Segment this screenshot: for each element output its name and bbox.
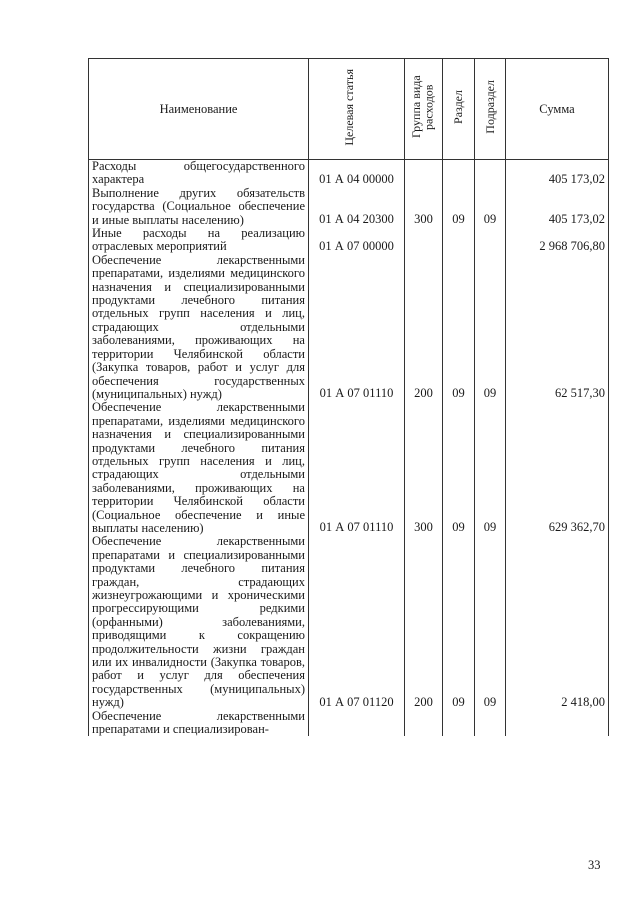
row-subsection: 09 [475, 254, 506, 401]
row-section: 09 [443, 254, 475, 401]
row-sum: 405 173,02 [506, 160, 609, 187]
row-code: 01 А 07 00000 [309, 227, 405, 254]
table-row [89, 227, 609, 254]
row-sum [506, 710, 609, 737]
row-subsection: 09 [475, 535, 506, 709]
row-sum: 2 968 706,80 [506, 227, 609, 254]
row-section: 09 [443, 535, 475, 709]
header-sum: Сумма [506, 59, 609, 160]
table-row [89, 187, 609, 227]
header-target-article: Целевая статья [309, 59, 405, 160]
row-group: 300 [405, 187, 443, 227]
row-group [405, 160, 443, 187]
row-sum: 2 418,00 [506, 535, 609, 709]
table-row [89, 254, 609, 401]
row-group: 200 [405, 535, 443, 709]
table-row [89, 160, 609, 187]
table-row [89, 535, 609, 709]
header-expense-group: Группа вида расходов [405, 59, 443, 160]
header-subsection: Подраздел [475, 59, 506, 160]
table-row [89, 401, 609, 535]
row-section: 09 [443, 401, 475, 535]
row-code [309, 710, 405, 737]
row-sum: 405 173,02 [506, 187, 609, 227]
row-name: Обеспечение лекарственными препаратами и специализированными продуктами лечебного питания граждан, страдающих жизнеугрожающими и хроническими прогрессирующими редкими (орфанными) заболеваниями, приводящими к сокращению продолжительности жизни граждан или их инвалидности (Закупка товаров, работ и услуг для обеспечения государственных (муниципальных) нужд) [89, 535, 309, 709]
row-subsection [475, 160, 506, 187]
table-header-row [89, 59, 609, 160]
row-name: Обеспечение лекарственными препаратами, изделиями медицинского назначения и специализированными продуктами лечебного питания отдельных групп населения и лиц, страдающих отдельными заболеваниями, проживающих на территории Челябинской области (Социальное обеспечение и иные выплаты населению) [89, 401, 309, 535]
row-subsection [475, 710, 506, 737]
row-section [443, 160, 475, 187]
header-section: Раздел [443, 59, 475, 160]
row-subsection: 09 [475, 187, 506, 227]
row-name: Обеспечение лекарственными препаратами, изделиями медицинского назначения и специализированными продуктами лечебного питания отдельных групп населения и лиц, страдающих отдельными заболеваниями, проживающих на территории Челябинской области (Закупка товаров, работ и услуг для обеспечения государственных (муниципальных) нужд) [89, 254, 309, 401]
row-subsection [475, 227, 506, 254]
row-subsection: 09 [475, 401, 506, 535]
row-name: Расходы общегосударственного характера [89, 160, 309, 187]
row-section [443, 710, 475, 737]
row-sum: 62 517,30 [506, 254, 609, 401]
row-code: 01 А 04 20300 [309, 187, 405, 227]
row-code: 01 А 04 00000 [309, 160, 405, 187]
row-group [405, 710, 443, 737]
row-group: 200 [405, 254, 443, 401]
row-section: 09 [443, 187, 475, 227]
row-sum: 629 362,70 [506, 401, 609, 535]
row-name: Иные расходы на реализацию отраслевых мероприятий [89, 227, 309, 254]
row-name: Обеспечение лекарственными препаратами и специализирован- [89, 710, 309, 737]
page-number: 33 [588, 858, 601, 872]
row-group [405, 227, 443, 254]
row-code: 01 А 07 01120 [309, 535, 405, 709]
table-row [89, 710, 609, 737]
header-name: Наименование [89, 59, 309, 160]
row-name: Выполнение других обязательств государства (Социальное обеспечение и иные выплаты населению) [89, 187, 309, 227]
row-code: 01 А 07 01110 [309, 254, 405, 401]
budget-table [88, 58, 609, 736]
row-group: 300 [405, 401, 443, 535]
row-code: 01 А 07 01110 [309, 401, 405, 535]
row-section [443, 227, 475, 254]
